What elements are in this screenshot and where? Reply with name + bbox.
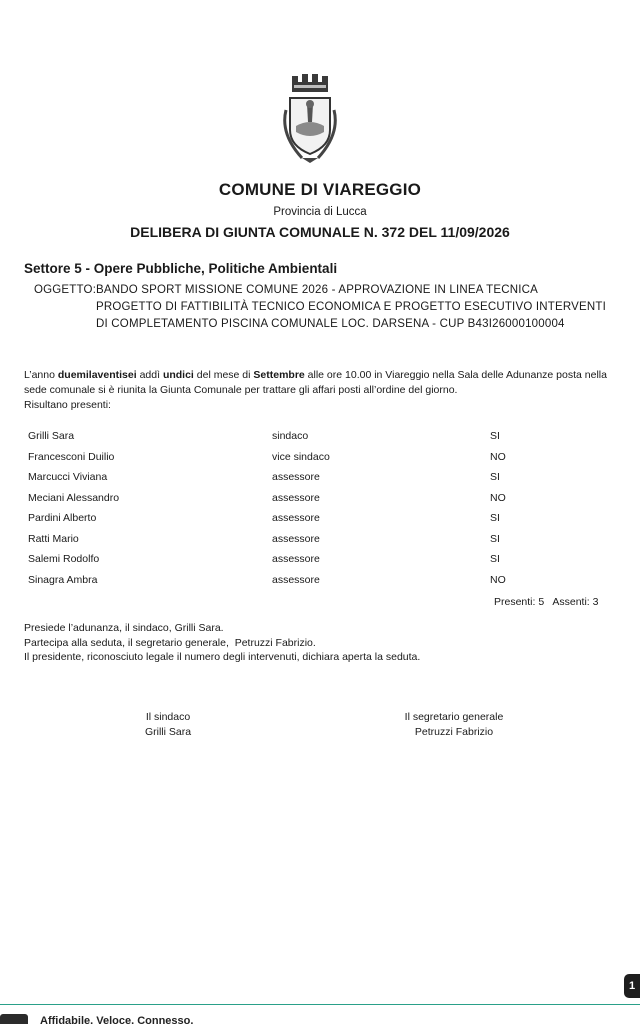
secretary-signature [390, 710, 518, 739]
signature-title: Il sindaco [145, 711, 191, 723]
attendance-row [0, 430, 640, 450]
member-name: Salemi Rodolfo [28, 553, 100, 565]
attendance-row [0, 471, 640, 491]
intro-text: alle ore 10.00 in Viareggio nella Sala delle Adunanze posta nella [304, 369, 607, 381]
member-name: Ratti Mario [28, 532, 79, 545]
attendance-row [0, 553, 640, 573]
member-role: sindaco [272, 430, 309, 442]
member-name: Marcucci Viviana [28, 471, 108, 483]
intro-line [24, 368, 614, 383]
member-present: SI [490, 430, 500, 442]
member-present: SI [490, 512, 500, 524]
member-role: assessore [272, 512, 320, 524]
member-role: assessore [272, 532, 320, 545]
member-name: Pardini Alberto [28, 512, 97, 524]
attendance-totals: Presenti: 5 Assenti: 3 [494, 596, 599, 608]
subject-line: PROGETTO DI FATTIBILITÀ TECNICO ECONOMICA E PROGETTO ESECUTIVO INTERVENTI [96, 301, 607, 313]
member-present: NO [490, 450, 506, 463]
coat-of-arms-icon [276, 74, 344, 164]
intro-year: duemilaventisei [57, 369, 137, 381]
signature-title: Il segretario generale [404, 711, 504, 723]
meeting-intro [24, 368, 614, 413]
member-role: assessore [272, 471, 320, 483]
signature-name: Petruzzi Fabrizio [414, 725, 494, 738]
intro-text: addì [136, 369, 163, 381]
subject-label: OGGETTO: [34, 284, 97, 296]
member-name: Sinagra Ambra [28, 573, 98, 586]
closing-statements [24, 621, 420, 665]
brand-logo-icon [0, 1014, 28, 1024]
subject-text [96, 282, 616, 333]
intro-line: sede comunale si è riunita la Giunta Comunale per trattare gli affari posti all’ordine del giorno. [24, 384, 458, 396]
member-role: assessore [272, 491, 320, 504]
intro-line: Risultano presenti: [24, 399, 111, 411]
closing-line: Presiede l’adunanza, il sindaco, Grilli Sara. [24, 622, 224, 634]
mayor-signature [120, 710, 216, 739]
footer-tagline: Affidabile. Veloce. Connesso. [40, 1015, 194, 1027]
member-name: Francesconi Duilio [28, 450, 115, 463]
member-present: NO [490, 573, 506, 586]
intro-month: Settembre [253, 369, 305, 381]
member-present: NO [490, 491, 506, 504]
attendance-row [0, 533, 640, 553]
footer-divider [0, 1004, 640, 1005]
member-present: SI [490, 532, 500, 545]
municipality-name: COMUNE DI VIAREGGIO [218, 180, 422, 199]
member-present: SI [490, 471, 500, 483]
member-name: Meciani Alessandro [28, 491, 120, 504]
signature-name: Grilli Sara [144, 725, 192, 738]
intro-day: undici [162, 369, 194, 381]
member-present: SI [490, 553, 500, 565]
subject-line: DI COMPLETAMENTO PISCINA COMUNALE LOC. DARSENA - CUP B43I26000100004 [96, 318, 565, 330]
sector-heading: Settore 5 - Opere Pubbliche, Politiche Ambientali [24, 261, 338, 276]
province-name: Provincia di Lucca [273, 206, 367, 218]
intro-text: del mese di [193, 369, 254, 381]
member-role: assessore [272, 553, 320, 565]
delibera-title: DELIBERA DI GIUNTA COMUNALE N. 372 DEL 11/09/2026 [130, 224, 510, 240]
member-name: Grilli Sara [28, 430, 75, 442]
member-role: vice sindaco [272, 450, 330, 463]
page-number-badge: 1 [624, 974, 640, 998]
closing-line: Partecipa alla seduta, il segretario generale, Petruzzi Fabrizio. [24, 636, 316, 649]
subject-line: BANDO SPORT MISSIONE COMUNE 2026 - APPROVAZIONE IN LINEA TECNICA [96, 284, 539, 296]
member-role: assessore [272, 573, 320, 586]
attendance-row [0, 574, 640, 594]
attendance-row [0, 451, 640, 471]
attendance-row [0, 512, 640, 532]
attendance-row [0, 492, 640, 512]
closing-line: Il presidente, riconosciuto legale il numero degli intervenuti, dichiara aperta la seduta. [24, 651, 421, 663]
intro-text: L’anno [24, 369, 58, 381]
